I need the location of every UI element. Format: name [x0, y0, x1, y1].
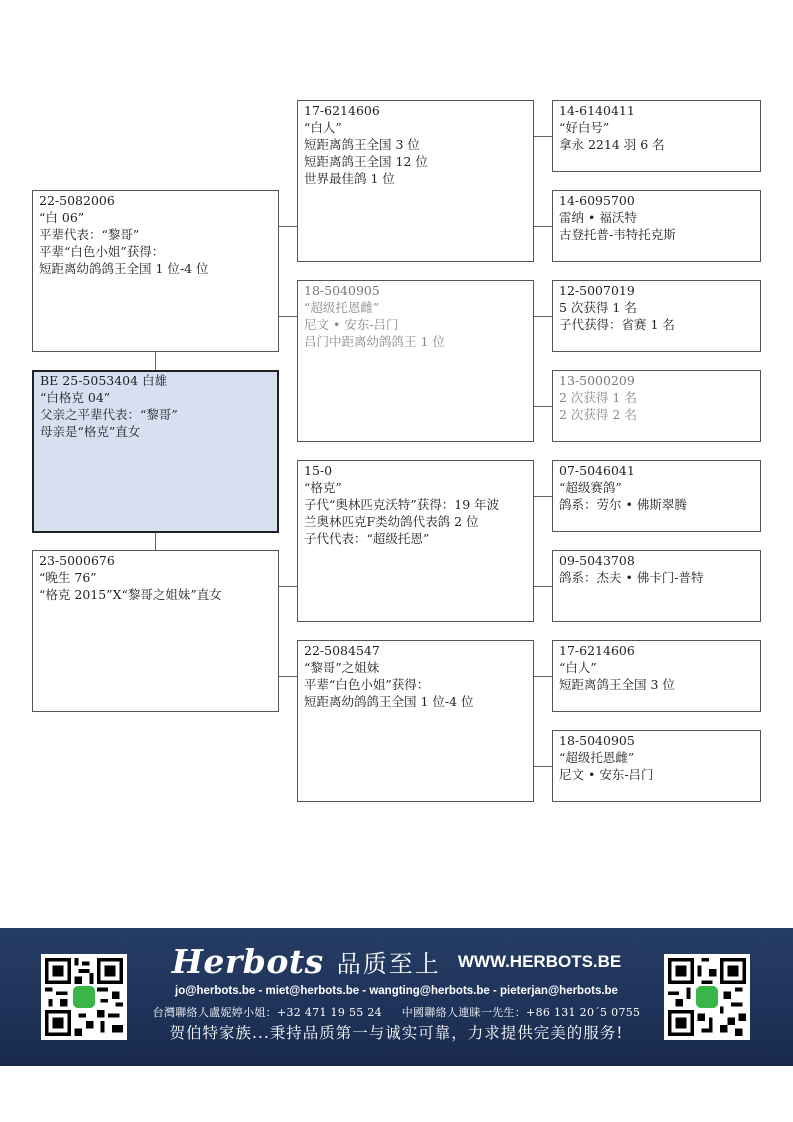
connector — [278, 676, 297, 677]
pedigree-line: “格克 2015”X“黎哥之姐妹”直女 — [39, 587, 222, 602]
pedigree-line: 5 次获得 1 名 — [559, 300, 637, 315]
pedigree-line: 14-6140411 — [559, 103, 635, 118]
pedigree-line: “格克” — [304, 480, 342, 495]
pedigree-line: 22-5084547 — [304, 643, 380, 658]
pedigree-line: 17-6214606 — [304, 103, 380, 118]
pedigree-line: “白 06” — [39, 210, 85, 225]
pedigree-line: 母亲是“格克”直女 — [40, 424, 141, 439]
pedigree-line: 15-0 — [304, 463, 333, 478]
dd-sire-card — [552, 640, 761, 712]
tagline: 贺伯特家族...秉持品质第一与诚实可靠，力求提供完美的服务! — [169, 1024, 624, 1042]
connector — [533, 586, 552, 587]
dam-sire-card — [297, 460, 534, 622]
pedigree-line: 兰奥林匹克F类幼鸽代表鸽 2 位 — [304, 514, 479, 529]
pedigree-line: 短距离幼鸽鸽王全国 1 位-4 位 — [39, 261, 209, 276]
pedigree-line: “黎哥”之姐妹 — [304, 660, 380, 675]
dd-dam-card — [552, 730, 761, 802]
ds-sire-card — [552, 460, 761, 532]
pedigree-line: 12-5007019 — [559, 283, 635, 298]
pedigree-line: 13-5000209 — [559, 373, 635, 388]
footer-banner — [0, 928, 793, 1066]
pedigree-line: 平辈“白色小姐”获得： — [304, 677, 430, 692]
pedigree-line: 17-6214606 — [559, 643, 635, 658]
pedigree-line: BE 25-5053404 白雄 — [40, 373, 168, 388]
pedigree-line: 23-5000676 — [39, 553, 115, 568]
sire-sire-card — [297, 100, 534, 262]
pedigree-line: 09-5043708 — [559, 553, 635, 568]
pedigree-line: 2 次获得 1 名 — [559, 390, 637, 405]
pedigree-line: 吕门中距离幼鸽鸽王 1 位 — [304, 334, 445, 349]
pedigree-line: 子代代表：“超级托恩” — [304, 531, 430, 546]
sd-dam-card — [552, 370, 761, 442]
pedigree-line: 短距离幼鸽鸽王全国 1 位-4 位 — [304, 694, 474, 709]
dam-dam-card — [297, 640, 534, 802]
dam-card — [32, 550, 279, 712]
ss-dam-card — [552, 190, 761, 262]
pedigree-line: 18-5040905 — [559, 733, 635, 748]
pedigree-line: “白格克 04” — [40, 390, 111, 405]
pedigree-line: 尼文 • 安东-吕门 — [559, 767, 654, 782]
pedigree-line: “超级赛鸽” — [559, 480, 622, 495]
connector — [278, 316, 297, 317]
connector — [533, 496, 552, 497]
website-link[interactable]: WWW.HERBOTS.BE — [457, 951, 622, 971]
pedigree-line: 雷纳 • 福沃特 — [559, 210, 637, 225]
connector — [155, 532, 156, 551]
pedigree-line: “白人” — [304, 120, 342, 135]
email-list[interactable]: jo@herbots.be - miet@herbots.be - wangting@herbots.be - pieterjan@herbots.be — [175, 985, 618, 997]
pedigree-line: 子代获得：省赛 1 名 — [559, 317, 675, 332]
pedigree-line: 22-5082006 — [39, 193, 115, 208]
pedigree-line: 鸽系：杰夫 • 佛卡门-普特 — [559, 570, 704, 585]
pedigree-line: “超级托恩雌” — [559, 750, 635, 765]
pedigree-line: 父亲之平辈代表：“黎哥” — [40, 407, 178, 422]
pedigree-line: 短距离鸽王全国 12 位 — [304, 154, 428, 169]
pedigree-line: 平辈“白色小姐”获得： — [39, 244, 165, 259]
pedigree-line: “晚生 76” — [39, 570, 97, 585]
connector — [278, 586, 297, 587]
connector — [533, 226, 552, 227]
pedigree-line: “超级托恩雌” — [304, 300, 380, 315]
pedigree-line: 短距离鸽王全国 3 位 — [559, 677, 675, 692]
connector — [533, 676, 552, 677]
connector — [278, 226, 297, 227]
sire-card — [32, 190, 279, 352]
connector — [533, 136, 552, 137]
brand-slogan: 品质至上 — [336, 950, 441, 978]
sd-sire-card — [552, 280, 761, 352]
subject-pigeon-card — [32, 370, 279, 533]
sire-dam-card — [297, 280, 534, 442]
contact-taiwan: 台灣聯絡人盧妮婷小姐：+32 471 19 55 24 — [152, 1006, 382, 1019]
pedigree-line: 鸽系：劳尔 • 佛斯翠腾 — [559, 497, 687, 512]
pedigree-line: 拿永 2214 羽 6 名 — [559, 137, 665, 152]
ds-dam-card — [552, 550, 761, 622]
pedigree-line: 18-5040905 — [304, 283, 380, 298]
pedigree-line: 平辈代表：“黎哥” — [39, 227, 140, 242]
pedigree-line: 07-5046041 — [559, 463, 635, 478]
pedigree-line: “好白号” — [559, 120, 610, 135]
pedigree-line: 世界最佳鸽 1 位 — [304, 171, 395, 186]
pedigree-line: 古登托普-韦特托克斯 — [559, 227, 676, 242]
pedigree-line: “白人” — [559, 660, 597, 675]
connector — [533, 316, 552, 317]
ss-sire-card — [552, 100, 761, 172]
connector — [533, 766, 552, 767]
contact-china: 中國聯絡人連睐一先生：+86 131 20´5 0755 — [401, 1006, 641, 1019]
pedigree-line: 尼文 • 安东-吕门 — [304, 317, 399, 332]
connector — [155, 351, 156, 370]
pedigree-line: 子代“奥林匹克沃特”获得：19 年波 — [304, 497, 500, 512]
qr-code-wechat-icon — [664, 954, 750, 1040]
pedigree-line: 2 次获得 2 名 — [559, 407, 637, 422]
connector — [533, 406, 552, 407]
herbots-logo: Herbots — [171, 942, 324, 981]
pedigree-line: 短距离鸽王全国 3 位 — [304, 137, 420, 152]
pedigree-line: 14-6095700 — [559, 193, 635, 208]
